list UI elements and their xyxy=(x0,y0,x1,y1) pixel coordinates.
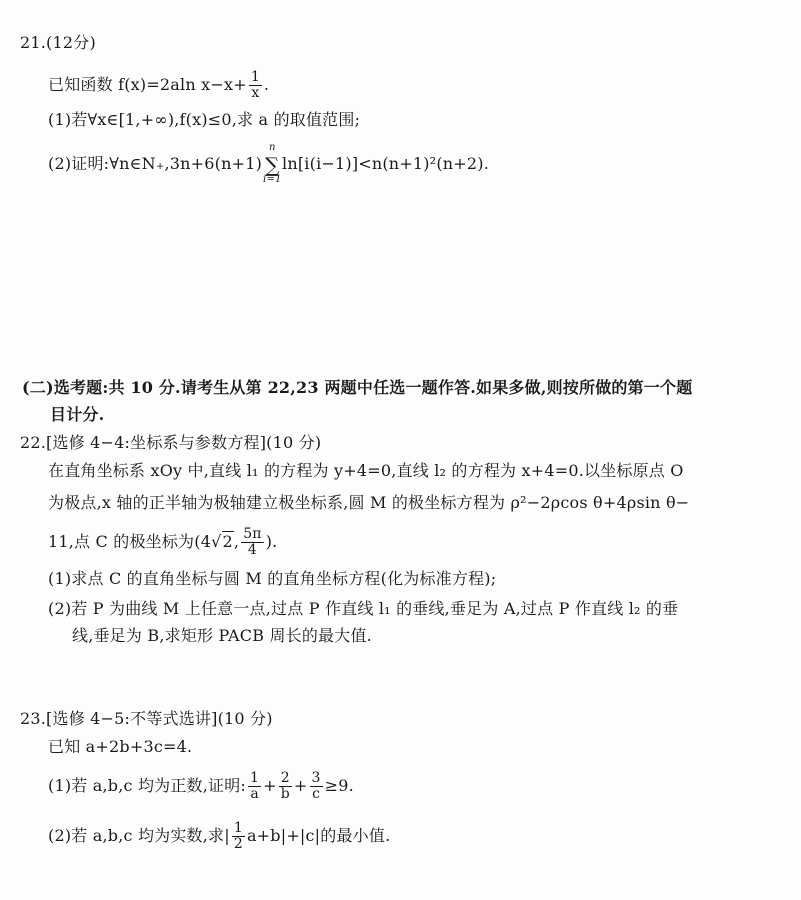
q22-header: 22.[选修 4−4:坐标系与参数方程](10 分) xyxy=(20,433,322,452)
plus-sign: + xyxy=(293,776,308,795)
q22-line1: 在直角坐标系 xOy 中,直线 l₁ 的方程为 y+4=0,直线 l₂ 的方程为 x+4=0.以坐标原点 O xyxy=(48,461,684,480)
q23-part2 xyxy=(48,818,390,854)
q23-frac-1-den: a xyxy=(250,786,259,802)
q22-line2: 为极点,x 轴的正半轴为极轴建立极坐标系,圆 M 的极坐标方程为 ρ²−2ρcos θ+4ρsin θ− xyxy=(48,493,690,512)
q23-half-den: 2 xyxy=(233,836,243,852)
q22-angle-fraction xyxy=(241,527,264,558)
q23-given: 已知 a+2b+3c=4. xyxy=(48,737,193,756)
q23-header: 23.[选修 4−5:不等式选讲](10 分) xyxy=(20,709,273,728)
plus-sign: + xyxy=(263,776,277,795)
q22-frac-num: 5π xyxy=(243,526,262,542)
q22-line3 xyxy=(48,524,277,560)
q22-frac-den: 4 xyxy=(247,542,257,558)
q23-part2-mid: a+b|+|c| xyxy=(246,826,321,845)
summation-symbol xyxy=(263,141,282,185)
q23-frac-2-num: 2 xyxy=(279,771,292,787)
q23-half-fraction xyxy=(232,821,245,852)
section2-line2: 目计分. xyxy=(50,405,105,424)
q23-frac-2-den: b xyxy=(280,786,290,802)
q23-part1 xyxy=(48,768,354,804)
sqrt-radicand: 2 xyxy=(222,532,233,551)
sigma-icon: ∑ xyxy=(265,152,280,177)
q23-frac-3-num: 3 xyxy=(311,770,321,786)
q22-part2-line2: 线,垂足为 B,求矩形 PACB 周长的最大值. xyxy=(72,626,372,645)
q23-frac-3 xyxy=(310,771,323,802)
q23-half-num: 1 xyxy=(233,820,243,836)
q23-frac-2 xyxy=(279,771,292,802)
q23-frac-1 xyxy=(248,771,261,802)
q21-part2 xyxy=(48,141,490,185)
q21-frac-num: 1 xyxy=(250,69,260,85)
sum-lower-limit: i=1 xyxy=(263,173,282,185)
q22-line3-comma: , xyxy=(233,532,240,551)
q23-part1-end: ≥9. xyxy=(324,776,354,795)
q21-part2-text: (2)证明:∀n∈N₊,3n+6(n+1) xyxy=(48,154,263,173)
q23-part1-text: (1)若 a,b,c 均为正数,证明: xyxy=(48,776,247,795)
sqrt-icon: √ xyxy=(211,532,222,551)
q22-line3-text: 11,点 C 的极坐标为(4 xyxy=(48,532,212,551)
q23-part2-text: (2)若 a,b,c 均为实数,求| xyxy=(48,826,230,845)
q23-part2-end: 的最小值. xyxy=(320,826,391,845)
q21-given-text: 已知函数 f(x)=2aln x−x+ xyxy=(48,75,247,94)
q21-frac-den: x xyxy=(251,85,260,101)
q22-line3-end: ). xyxy=(265,532,278,551)
section2-line1: (二)选考题:共 10 分.请考生从第 22,23 两题中任选一题作答.如果多做,则按所做的第一个题 xyxy=(22,378,693,397)
sum-upper-limit: n xyxy=(269,141,276,153)
q23-frac-1-num: 1 xyxy=(250,770,260,786)
q21-header: 21.(12分) xyxy=(20,33,96,52)
sqrt-expression xyxy=(211,524,234,560)
q21-part2-end: ln[i(i−1)]<n(n+1)²(n+2). xyxy=(282,154,490,173)
q23-frac-3-den: c xyxy=(312,786,321,802)
q22-part2-line1: (2)若 P 为曲线 M 上任意一点,过点 P 作直线 l₁ 的垂线,垂足为 A,过点 P 作直线 l₂ 的垂 xyxy=(48,599,679,618)
q21-given-end: . xyxy=(263,75,270,94)
q22-part1: (1)求点 C 的直角坐标与圆 M 的直角坐标方程(化为标准方程); xyxy=(48,569,497,588)
q21-part1: (1)若∀x∈[1,+∞),f(x)≤0,求 a 的取值范围; xyxy=(48,110,361,129)
q21-given xyxy=(48,70,269,101)
q21-given-fraction xyxy=(249,70,262,101)
